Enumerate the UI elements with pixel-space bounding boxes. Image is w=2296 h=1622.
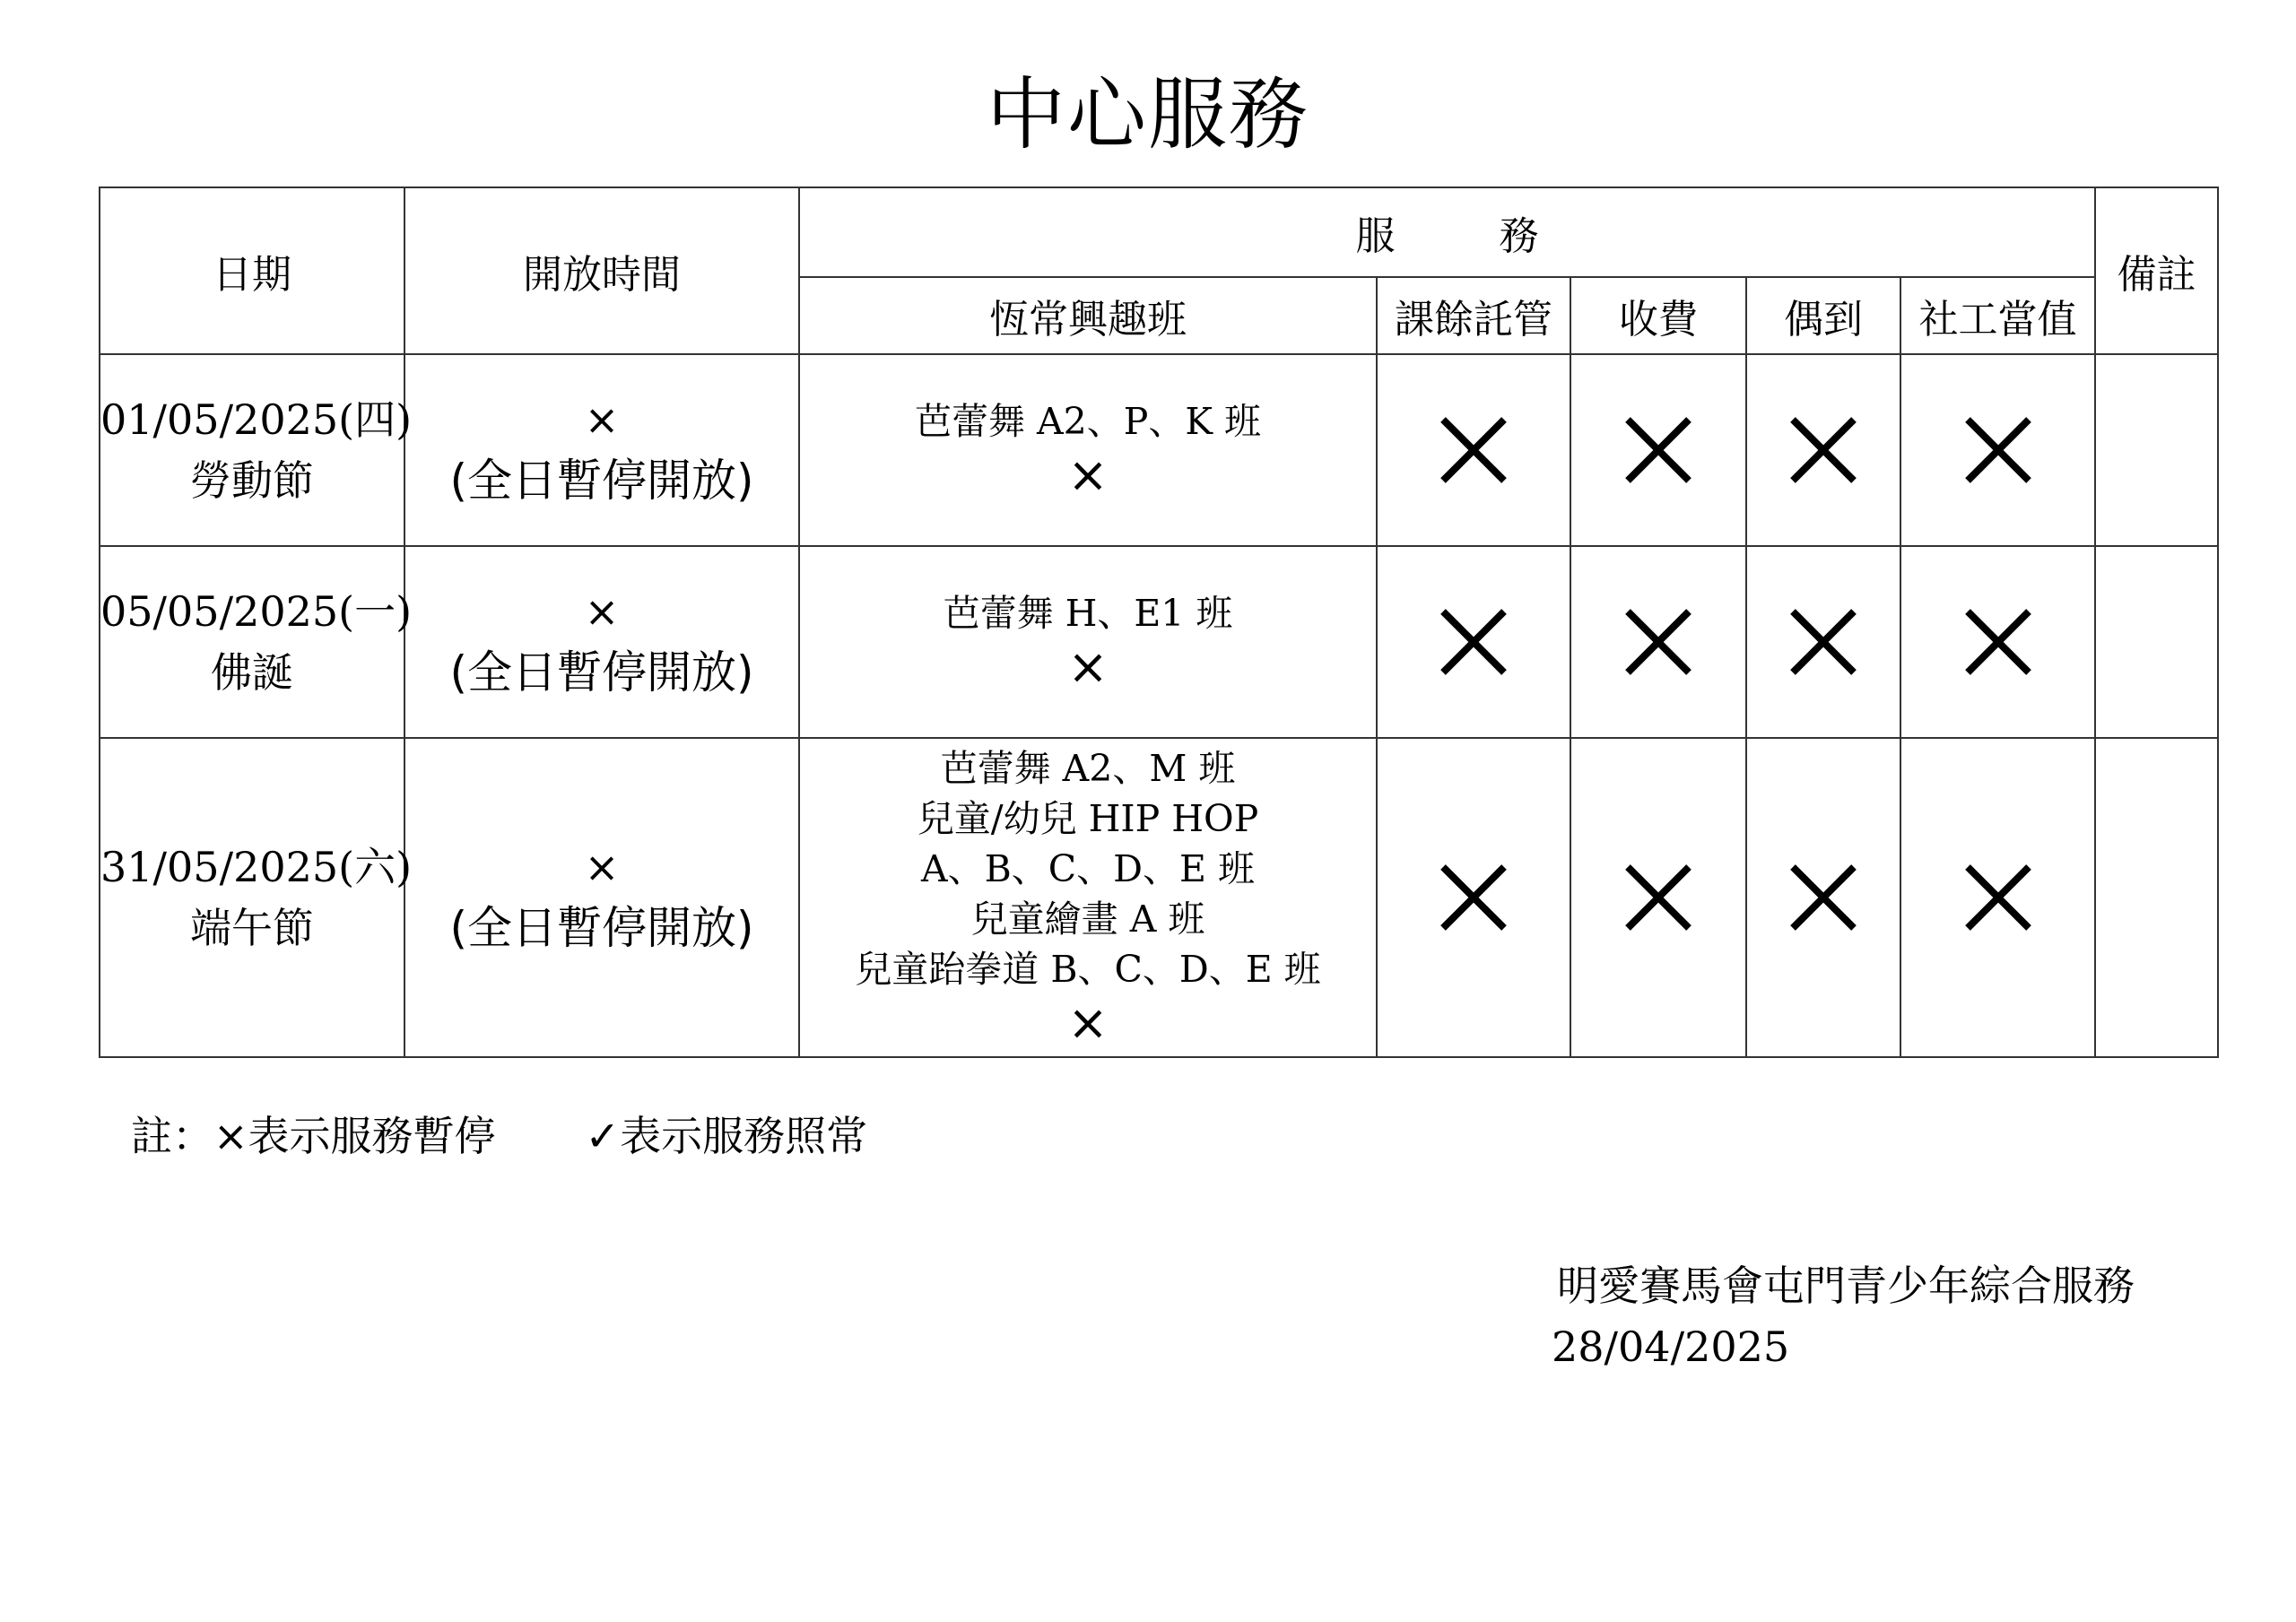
header-social-worker: 社工當值 [1900,277,2095,354]
fee-status-cell [1570,354,1746,546]
fee-status-cell [1570,738,1746,1057]
header-interest-class: 恆常興趣班 [799,277,1377,354]
class-name: 兒童繪畫 A 班 [970,898,1205,941]
social-worker-status-cell [1900,738,2095,1057]
table-row [100,546,2218,738]
class-name: A、B、C、D、E 班 [921,847,1255,890]
fee-status-cell [1570,546,1746,738]
header-fee: 收費 [1570,277,1746,354]
class-name: 兒童/幼兒 HIP HOP [917,797,1259,840]
open-status-note: (全日暫停開放) [449,902,754,954]
cross-icon [1747,412,1900,488]
date-cell [100,546,413,738]
header-date: 日期 [100,187,404,354]
cross-icon [1571,604,1745,680]
drop-in-status-cell [1746,354,1900,546]
class-status-mark: × [1067,994,1109,1051]
schedule-body [100,354,2218,1057]
remarks-cell [2095,546,2218,738]
cross-icon [1747,604,1900,680]
class-status-mark: × [1067,447,1109,503]
open-status-mark: × [584,587,620,636]
cross-icon [1378,860,1570,935]
cross-icon [1747,860,1900,935]
table-row [100,738,2218,1057]
header-after-school: 課餘託管 [1377,277,1570,354]
cross-icon [1571,412,1745,488]
class-status-mark: × [1067,638,1109,695]
class-name: 芭蕾舞 A2、P、K 班 [915,400,1261,443]
class-name: 兒童跆拳道 B、C、D、E 班 [855,948,1321,991]
header-services: 服 務 [799,187,2095,277]
date-value: 05/05/2025(一) [100,587,413,636]
after-school-status-cell [1377,546,1570,738]
holiday-name: 端午節 [190,904,314,952]
drop-in-status-cell [1746,738,1900,1057]
cross-icon [1378,604,1570,680]
table-row [100,354,2218,546]
remarks-cell [2095,738,2218,1057]
holiday-name: 勞動節 [190,456,314,505]
cross-icon [1901,860,2094,935]
header-drop-in: 偶到 [1746,277,1900,354]
class-name: 芭蕾舞 A2、M 班 [940,747,1236,790]
cross-icon [1901,604,2094,680]
service-schedule-table [99,186,2219,1058]
header-open-time: 開放時間 [404,187,799,354]
organization-name: 明愛賽馬會屯門青少年綜合服務 [1557,1262,2135,1310]
header-remarks: 備註 [2095,187,2218,354]
open-time-cell [404,738,799,1057]
signature-block [1552,1255,2135,1377]
cross-icon [1571,860,1745,935]
social-worker-status-cell [1900,546,2095,738]
page-title: 中心服務 [986,68,1309,160]
open-status-note: (全日暫停開放) [449,455,754,507]
date-cell [100,354,413,546]
interest-class-cell [799,738,1377,1057]
after-school-status-cell [1377,738,1570,1057]
legend-prefix: 註： [131,1112,213,1160]
cross-icon [1378,412,1570,488]
drop-in-status-cell [1746,546,1900,738]
open-time-cell [404,354,799,546]
open-status-mark: × [584,843,620,891]
open-status-mark: × [584,395,620,444]
interest-class-cell [799,546,1377,738]
social-worker-status-cell [1900,354,2095,546]
open-time-cell [404,546,799,738]
class-name: 芭蕾舞 H、E1 班 [943,592,1233,635]
legend-note [131,1105,867,1167]
interest-class-cell [799,354,1377,546]
date-value: 31/05/2025(六) [100,843,413,891]
remarks-cell [2095,354,2218,546]
open-status-note: (全日暫停開放) [449,646,754,698]
legend-cross: ×表示服務暫停 [213,1112,496,1160]
cross-icon [1901,412,2094,488]
legend-check: ✓表示服務照常 [585,1112,868,1160]
holiday-name: 佛誕 [211,648,293,697]
issue-date: 28/04/2025 [1552,1323,1790,1371]
after-school-status-cell [1377,354,1570,546]
date-value: 01/05/2025(四) [100,395,413,444]
date-cell [100,738,413,1057]
